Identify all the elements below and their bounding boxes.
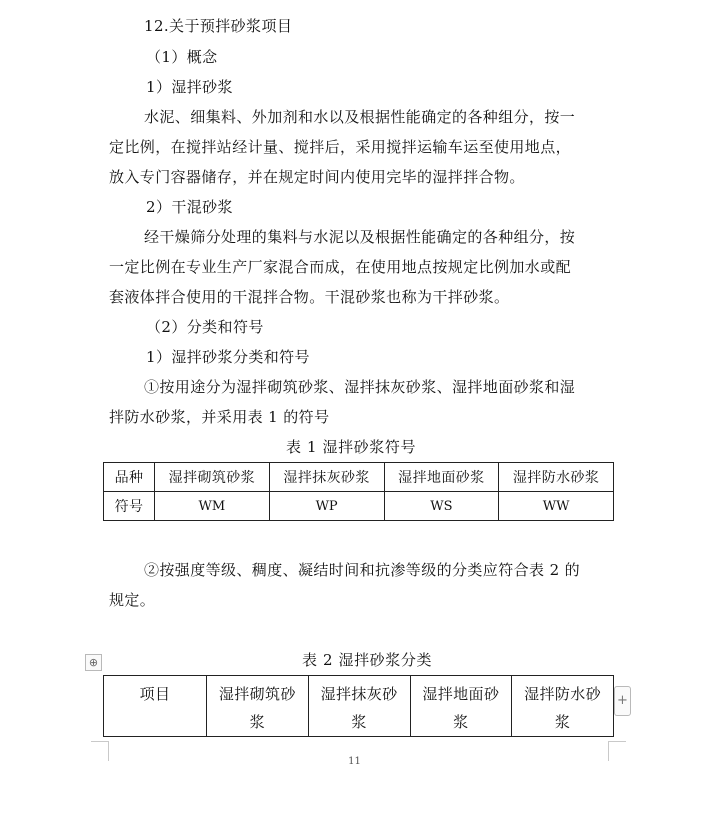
wet-mortar-title: 1）湿拌砂浆 — [146, 78, 233, 96]
table1-row-variety — [104, 463, 614, 492]
classification-title: 1）湿拌砂浆分类和符号 — [146, 348, 310, 366]
wet-para-line-3: 放入专门容器储存，并在规定时间内使用完毕的湿拌拌合物。 — [109, 168, 525, 186]
table2-header-cell — [308, 676, 410, 737]
item2-line-2: 规定。 — [109, 591, 156, 609]
subheading-classification: （2）分类和符号 — [146, 318, 264, 336]
table1-cell: 湿拌地面砂浆 — [384, 463, 499, 492]
table2-header-cell — [104, 676, 207, 737]
table2-header-cell — [512, 676, 614, 737]
item2-line-1: ②按强度等级、稠度、凝结时间和抗渗等级的分类应符合表 2 的 — [144, 561, 581, 579]
table2-header-wrap: 浆 — [554, 713, 571, 731]
table1-row-label: 符号 — [104, 492, 155, 521]
table2-header-text: 湿拌防水砂 — [524, 685, 602, 703]
item1-line-2: 拌防水砂浆，并采用表 1 的符号 — [109, 408, 330, 426]
table1-cell: WM — [155, 492, 270, 521]
add-column-button[interactable]: + — [614, 686, 631, 716]
section-heading: 12.关于预拌砂浆项目 — [144, 17, 293, 35]
table2-header-wrap: 浆 — [351, 713, 367, 731]
wet-para-line-2: 定比例，在搅拌站经计量、搅拌后，采用搅拌运输车运至使用地点， — [109, 138, 572, 156]
table2-header-text: 湿拌地面砂 — [422, 685, 500, 703]
table2-header-text: 项目 — [139, 685, 171, 703]
table2-header-cell — [410, 676, 512, 737]
table1-cell: 湿拌防水砂浆 — [499, 463, 614, 492]
dry-para-line-2: 一定比例在专业生产厂家混合而成，在使用地点按规定比例加水或配 — [109, 258, 572, 276]
table2-header-text: 湿拌砌筑砂 — [218, 685, 296, 703]
table2-header-row — [104, 676, 614, 737]
table2-header-cell — [207, 676, 309, 737]
table2-caption: 表 2 湿拌砂浆分类 — [302, 651, 433, 669]
table1-caption: 表 1 湿拌砂浆符号 — [286, 438, 417, 456]
table1-cell: WS — [384, 492, 499, 521]
table2-header-text: 湿拌抹灰砂 — [320, 685, 398, 703]
crop-mark-right-h — [608, 741, 626, 742]
table1-row-code — [104, 492, 614, 521]
table1-row-label: 品种 — [104, 463, 155, 492]
dry-para-line-3: 套液体拌合使用的干混拌合物。干混砂浆也称为干拌砂浆。 — [109, 288, 510, 306]
table1-cell: 湿拌砌筑砂浆 — [155, 463, 270, 492]
crop-mark-left-h — [91, 741, 109, 742]
item1-line-1: ①按用途分为湿拌砌筑砂浆、湿拌抹灰砂浆、湿拌地面砂浆和湿 — [144, 378, 576, 396]
table1 — [103, 462, 614, 521]
table2-header-wrap: 浆 — [453, 713, 469, 731]
table2 — [103, 675, 614, 737]
table2-header-wrap: 浆 — [249, 713, 266, 731]
table1-cell: WW — [499, 492, 614, 521]
dry-mortar-title: 2）干混砂浆 — [146, 198, 233, 216]
page-number: 11 — [348, 756, 361, 767]
subheading-concept: （1）概念 — [146, 48, 218, 66]
table1-cell: WP — [269, 492, 384, 521]
table-move-icon[interactable]: ⊕ — [85, 654, 102, 671]
table1-cell: 湿拌抹灰砂浆 — [269, 463, 384, 492]
dry-para-line-1: 经干燥筛分处理的集料与水泥以及根据性能确定的各种组分，按 — [144, 228, 576, 246]
wet-para-line-1: 水泥、细集料、外加剂和水以及根据性能确定的各种组分，按一 — [144, 108, 576, 126]
